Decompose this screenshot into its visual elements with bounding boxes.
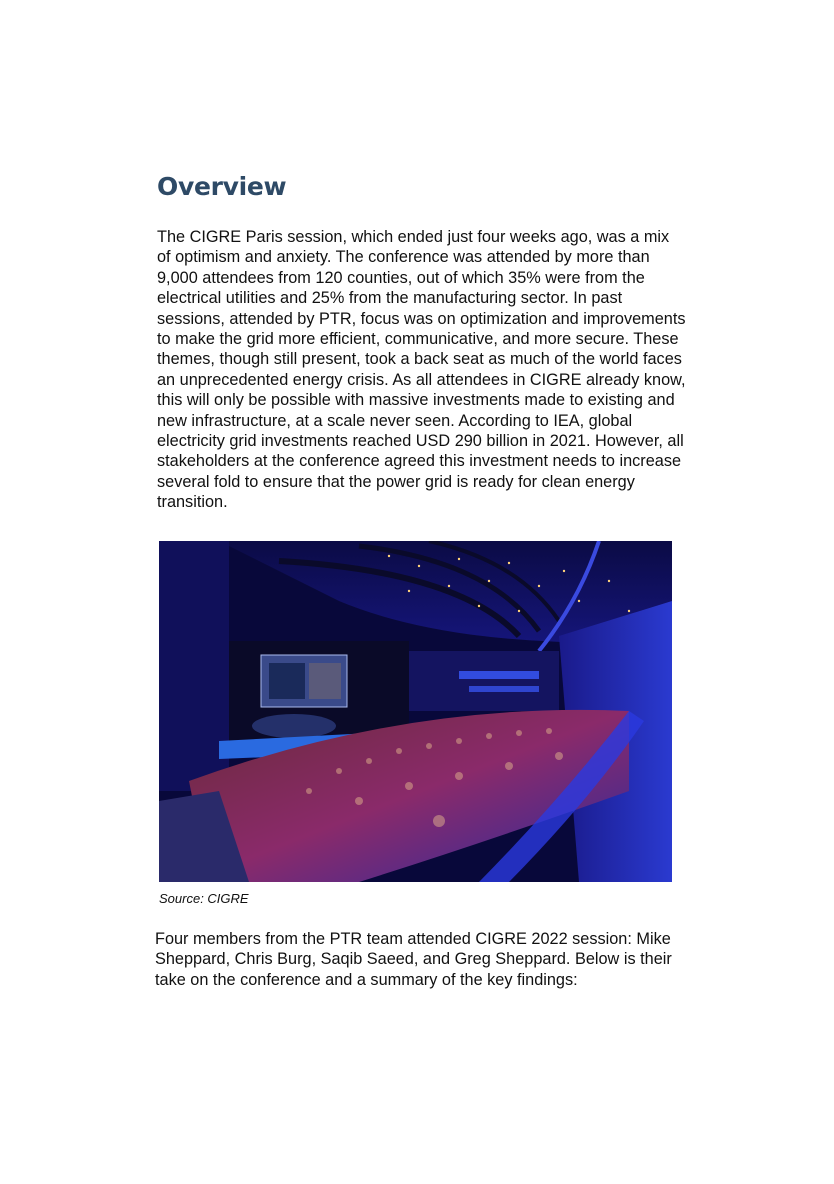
conference-photo	[159, 541, 672, 882]
auditorium-illustration	[159, 541, 672, 882]
photo-caption: Source: CIGRE	[159, 891, 249, 906]
left-speakers	[159, 541, 229, 791]
page-heading: Overview	[157, 172, 287, 201]
team-paragraph: Four members from the PTR team attended CIGRE 2022 session: Mike Sheppard, Chris Burg, Saqib Saeed, and Greg Sheppard. Below is their take on the conference and a summary of the key findings:	[155, 930, 672, 989]
side-panels	[409, 651, 559, 711]
stage-decoration	[252, 714, 336, 738]
overview-paragraph: The CIGRE Paris session, which ended just four weeks ago, was a mix of optimism and anxiety. The conference was attended by more than 9,000 attendees from 120 counties, out of which 35% were from the electrical utilities and 25% from the manufacturing sector. In past sessions, attended by PTR, focus was on optimization and improvements to make the grid more efficient, communicative, and more secure. These themes, though still present, took a back seat as much of the world faces an unprecedented energy crisis. As all attendees in CIGRE already know, this will only be possible with massive investments made to existing and new infrastructure, at a scale never seen. According to IEA, global electricity grid investments reached USD 290 billion in 2021. However, all stakeholders at the conference agreed this investment needs to increase several fold to ensure that the power grid is ready for clean energy transition.	[157, 228, 686, 512]
